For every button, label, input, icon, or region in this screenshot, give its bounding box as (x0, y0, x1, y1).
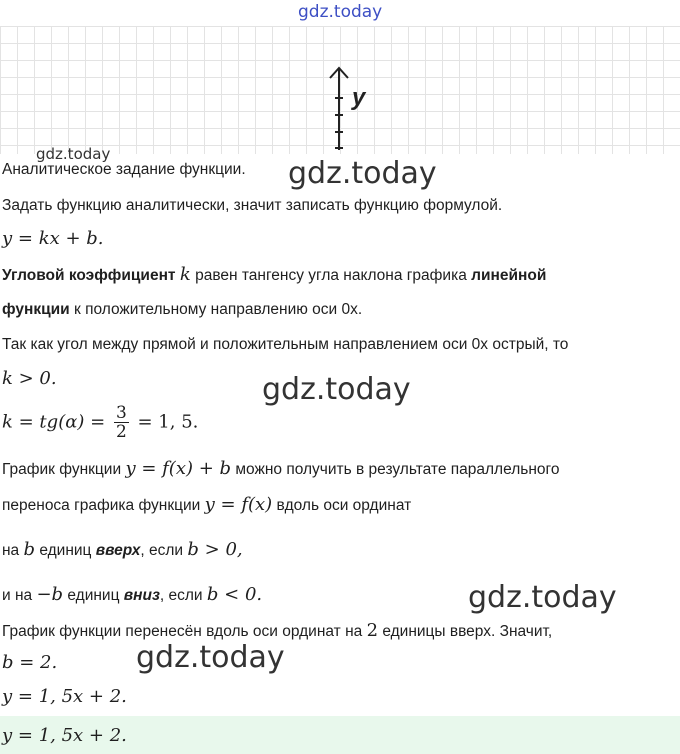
formula-general: y = kx + b. (2, 228, 104, 249)
watermark-big-3: gdz.today (468, 580, 617, 615)
acute-angle-text: Так как угол между прямой и положительным направлением оси 0х острый, то (2, 336, 569, 353)
watermark-small: gdz.today (36, 145, 111, 163)
slope-text-line1: Угловой коэффициент k равен тангенсу угла наклона графика линейной (2, 264, 547, 285)
heading: Аналитическое задание функции. (2, 161, 246, 178)
slope-bold-term: Угловой коэффициент (2, 267, 176, 284)
result-formula: y = 1, 5x + 2. (2, 686, 127, 707)
slope-text-line2: функции к положительному направлению оси 0х. (2, 301, 363, 318)
y-axis-label: y (352, 84, 366, 111)
shift-text-line1: График функции y = f(x) + b можно получить в результате параллельного (2, 458, 560, 479)
shift-text-line2: переноса графика функции y = f(x) вдоль оси ординат (2, 494, 412, 515)
shift-down-rule: и на −b единиц вниз, если b < 0. (2, 584, 263, 605)
moved-text: График функции перенесён вдоль оси ординат на 2 единицы вверх. Значит, (2, 620, 553, 641)
watermark-top: gdz.today (298, 2, 383, 22)
watermark-big-4: gdz.today (136, 640, 285, 675)
b-value: b = 2. (2, 652, 58, 673)
k-positive: k > 0. (2, 368, 57, 389)
watermark-big-1: gdz.today (288, 156, 437, 191)
definition-text: Задать функцию аналитически, значит записать функцию формулой. (2, 197, 503, 214)
k-calculation: k = tg(α) = $\frac{3}{2}$ = 1, 5. (2, 403, 199, 442)
final-answer: y = 1, 5x + 2. (2, 725, 127, 746)
fraction: $\frac{3}{2}$ (115, 403, 127, 442)
watermark-big-2: gdz.today (262, 372, 411, 407)
shift-up-rule: на b единиц вверх, если b > 0, (2, 539, 243, 560)
